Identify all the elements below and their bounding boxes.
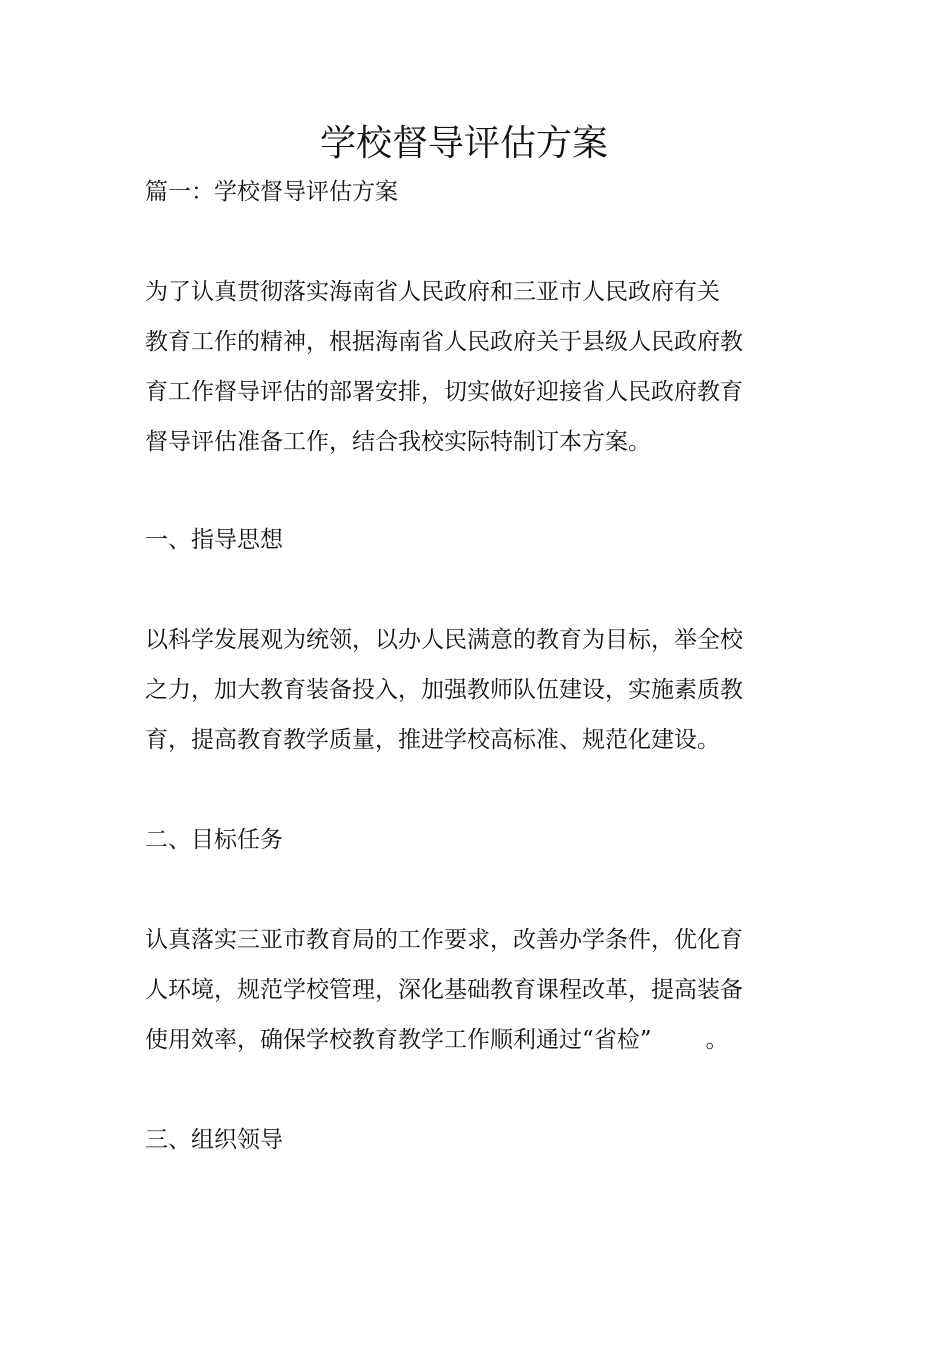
paragraph-line: 育，提高教育教学质量，推进学校高标准、规范化建设。 [145, 727, 720, 753]
intro-line: 教育工作的精神，根据海南省人民政府关于县级人民政府教 [145, 329, 743, 355]
document-title: 学校督导评估方案 [319, 123, 608, 164]
paragraph-line-text: 使用效率，确保学校教育教学工作顺利通过“省检” [145, 1027, 652, 1053]
paragraph-line: 之力，加大教育装备投入，加强教师队伍建设，实施素质教 [145, 677, 743, 703]
section-heading-organization-leadership: 三、组织领导 [145, 1127, 283, 1153]
guiding-ideology-paragraph [145, 622, 745, 772]
paragraph-line: 以科学发展观为统领，以办人民满意的教育为目标，举全校 [145, 627, 743, 653]
intro-paragraph [145, 274, 745, 474]
paragraph-line-end-mark: 。 [705, 1027, 729, 1053]
section-heading-guiding-ideology: 一、指导思想 [145, 527, 283, 553]
intro-line: 督导评估准备工作，结合我校实际特制订本方案。 [145, 429, 651, 455]
goals-tasks-paragraph [145, 922, 745, 1072]
section-heading-goals-tasks: 二、目标任务 [145, 827, 283, 853]
paragraph-line-last [145, 1022, 745, 1072]
intro-line: 为了认真贯彻落实海南省人民政府和三亚市人民政府有关 [145, 279, 720, 305]
paragraph-line: 认真落实三亚市教育局的工作要求，改善办学条件，优化育 [145, 927, 743, 953]
document-subtitle: 篇一：学校督导评估方案 [145, 179, 398, 205]
paragraph-line: 人环境，规范学校管理，深化基础教育课程改革，提高装备 [145, 977, 743, 1003]
intro-line: 育工作督导评估的部署安排，切实做好迎接省人民政府教育 [145, 379, 743, 405]
